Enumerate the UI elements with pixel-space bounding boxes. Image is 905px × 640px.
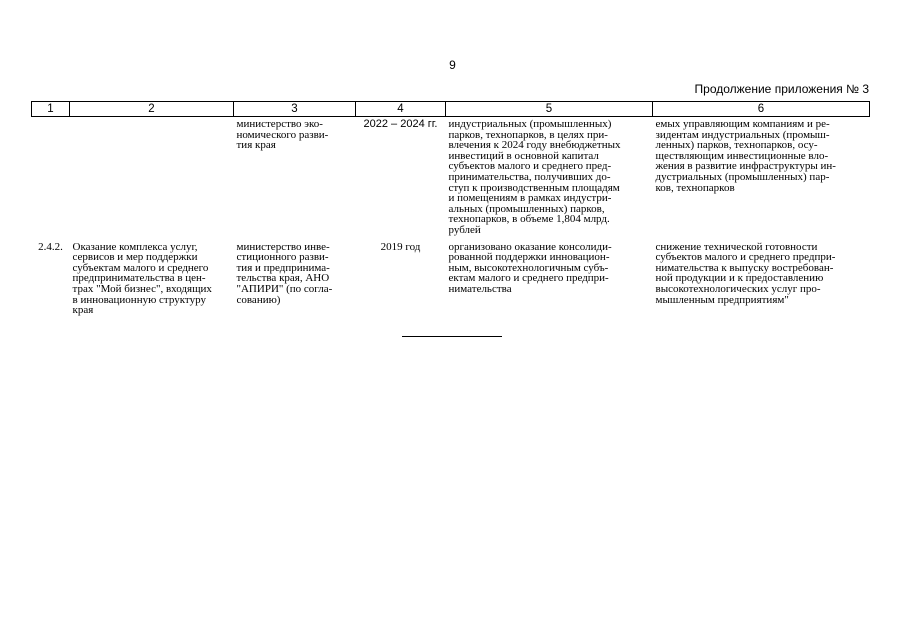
column-header: 4 — [356, 102, 446, 117]
column-header: 2 — [70, 102, 234, 117]
column-header: 1 — [32, 102, 70, 117]
executor-cell: министерство инве- стиционного разви- тия и предпринима- тельства края, АНО "АПИРИ" (по согла- сованию) — [236, 240, 333, 306]
column-header: 6 — [653, 102, 870, 117]
column-header: 3 — [234, 102, 356, 117]
page-number: 9 — [449, 58, 456, 72]
table-row — [32, 240, 870, 320]
consequence-cell: снижение технической готовности субъектов малого и среднего предпри- нимательства к выпуску востребован- ной продукции и к предоставлению высокотехнологических услуг про- мышленным предприятиям" — [655, 240, 836, 306]
table-header-row — [32, 102, 870, 117]
appendix-continuation-label: Продолжение приложения № 3 — [694, 82, 869, 96]
executor-cell: министерство эко- номического разви- тия края — [236, 118, 329, 152]
period-cell: 2022 – 2024 гг. — [363, 118, 438, 130]
row-number-cell — [32, 117, 70, 240]
column-header: 5 — [446, 102, 653, 117]
result-cell: индустриальных (промышленных) парков, технопарков, в целях при- влечения к 2024 году внебюджетных инвестиций в основной капитал субъектов малого и среднего пред- принимательства, получивших до- ступ к производственным площадям и помещениям в рамках индустри- альных (промышленных) парков, технопарков, в объеме 1,804 млрд. рублей — [448, 118, 621, 236]
result-cell: организовано оказание консолиди- рованной поддержки инновацион- ным, высокотехнологичным субъ- ектам малого и среднего предпри- нимательства — [448, 240, 612, 295]
table-row — [32, 117, 870, 240]
measure-cell: Оказание комплекса услуг, сервисов и мер поддержки субъектам малого и среднего предпринимательства в цен- трах "Мой бизнес", входящих в инновационную структуру края — [72, 240, 212, 317]
end-rule-divider — [402, 336, 502, 337]
row-number-cell: 2.4.2. — [38, 240, 63, 253]
appendix-table — [31, 101, 870, 320]
consequence-cell: емых управляющим компаниям и ре- зидентам индустриальных (промыш- ленных) парков, технопарков, осу- ществляющим инвестиционные вло- жения в развитие инфраструктуры ин- дустриальных (промышленных) пар- ков, технопарков — [655, 118, 836, 194]
measure-cell — [70, 117, 234, 240]
period-cell: 2019 год — [380, 240, 421, 253]
